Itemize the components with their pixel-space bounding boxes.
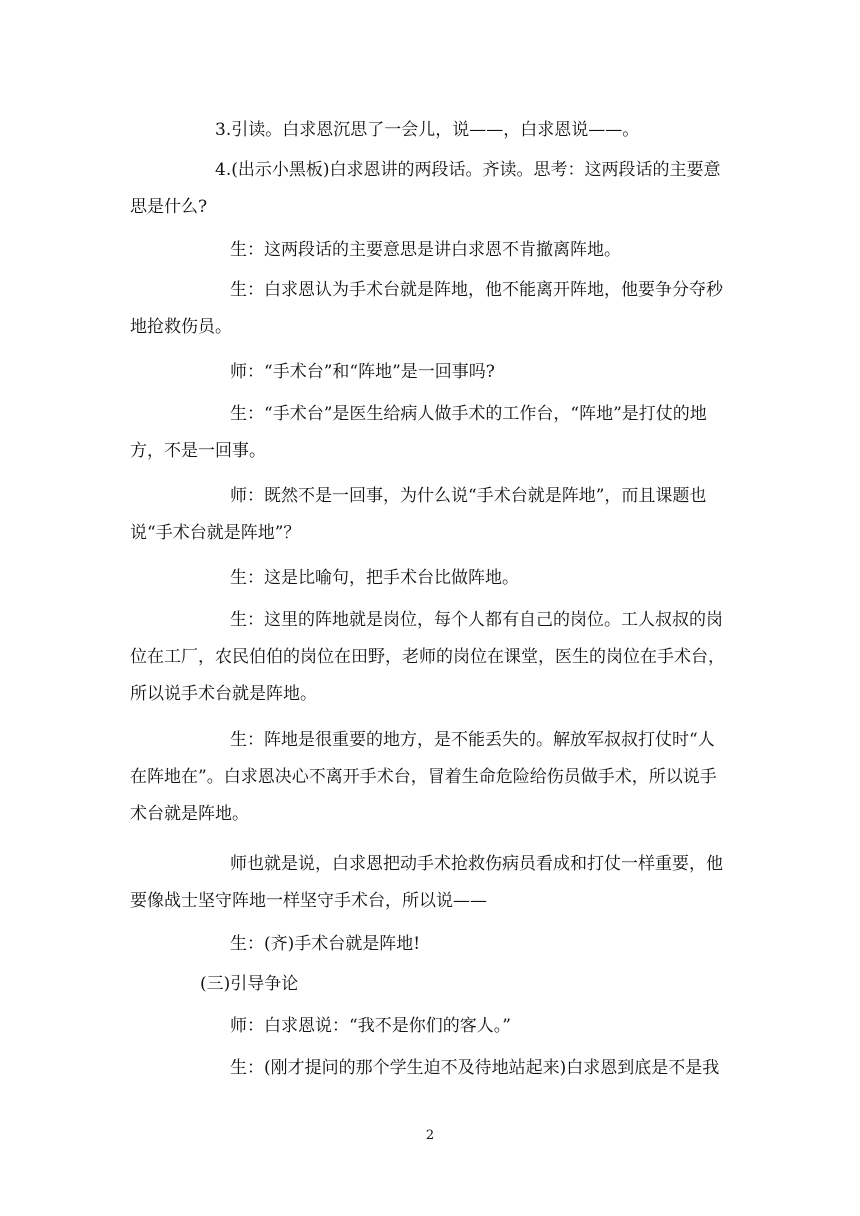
paragraph-10 — [130, 722, 730, 833]
paragraph-line: 4.(出示小黑板)白求恩讲的两段话。齐读。思考：这两段话的主要意 — [215, 160, 721, 180]
paragraph-line: 生：这是比喻句，把手术台比做阵地。 — [230, 568, 519, 588]
paragraph-6 — [130, 396, 730, 470]
paragraph-7 — [130, 478, 730, 552]
paragraph-line: 说“手术台就是阵地”？ — [130, 523, 301, 543]
paragraph-line: 要像战士坚守阵地一样坚守手术台，所以说—— — [130, 891, 487, 911]
paragraph-line: 师：“手术台”和“阵地”是一回事吗? — [230, 362, 495, 382]
paragraph-line: 师也就是说，白求恩把动手术抢救伤病员看成和打仗一样重要，他 — [230, 854, 723, 874]
paragraph-14 — [130, 1008, 730, 1045]
paragraph-2 — [130, 152, 730, 226]
paragraph-8 — [130, 560, 730, 597]
paragraph-12 — [130, 926, 730, 963]
page-number: 2 — [425, 1128, 435, 1143]
paragraph-line: 位在工厂，农民伯伯的岗位在田野，老师的岗位在课堂，医生的岗位在手术台， — [130, 647, 725, 667]
paragraph-4 — [130, 272, 730, 346]
paragraph-line: 生：这两段话的主要意思是讲白求恩不肯撤离阵地。 — [230, 240, 621, 260]
paragraph-line: (三)引导争论 — [200, 974, 299, 994]
paragraph-15 — [130, 1050, 730, 1087]
paragraph-line: 生：(齐)手术台就是阵地! — [230, 934, 421, 954]
paragraph-5 — [130, 354, 730, 391]
paragraph-line: 生：(刚才提问的那个学生迫不及待地站起来)白求恩到底是不是我 — [230, 1058, 720, 1078]
paragraph-line: 术台就是阵地。 — [130, 804, 249, 824]
paragraph-line: 生：阵地是很重要的地方，是不能丢失的。解放军叔叔打仗时“人 — [230, 730, 715, 750]
paragraph-line: 生：这里的阵地就是岗位，每个人都有自己的岗位。工人叔叔的岗 — [230, 610, 723, 630]
paragraph-line: 师：既然不是一回事，为什么说“手术台就是阵地”，而且课题也 — [230, 486, 707, 506]
paragraph-line: 3.引读。白求恩沉思了一会儿，说——，白求恩说——。 — [215, 120, 640, 140]
paragraph-line: 思是什么? — [130, 197, 208, 217]
paragraph-line: 师：白求恩说：“我不是你们的客人。” — [230, 1016, 511, 1036]
section-heading — [130, 966, 730, 1003]
paragraph-9 — [130, 602, 730, 713]
paragraph-line: 在阵地在”。白求恩决心不离开手术台，冒着生命危险给伤员做手术，所以说手 — [130, 767, 717, 787]
paragraph-line: 方，不是一回事。 — [130, 441, 266, 461]
paragraph-3 — [130, 232, 730, 269]
paragraph-line: 生：“手术台”是医生给病人做手术的工作台，“阵地”是打仗的地 — [230, 404, 707, 424]
paragraph-1 — [130, 112, 730, 149]
paragraph-line: 生：白求恩认为手术台就是阵地，他不能离开阵地，他要争分夺秒 — [230, 280, 723, 300]
paragraph-line: 地抢救伤员。 — [130, 317, 232, 337]
paragraph-11 — [130, 846, 730, 920]
paragraph-line: 所以说手术台就是阵地。 — [130, 684, 317, 704]
